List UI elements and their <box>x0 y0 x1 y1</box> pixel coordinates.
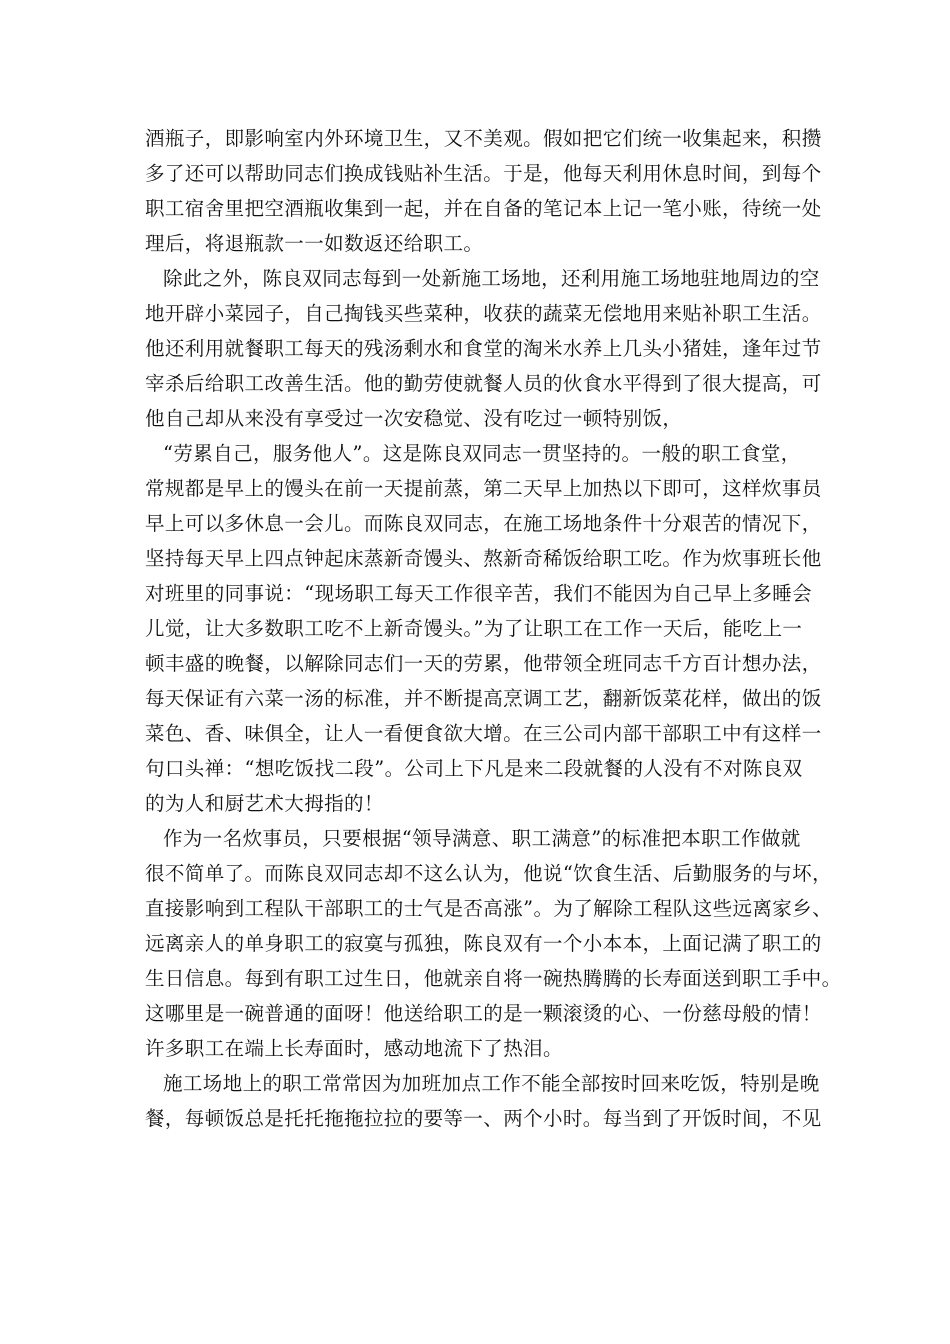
text-line: 作为一名炊事员，只要根据“领导满意、职工满意”的标准把本职工作做就 <box>163 827 801 850</box>
text-line: 宰杀后给职工改善生活。他的勤劳使就餐人员的伙食水平得到了很大提高，可 <box>145 372 822 395</box>
text-line: 多了还可以帮助同志们换成钱贴补生活。于是，他每天利用休息时间，到每个 <box>145 162 822 185</box>
text-line: 他还利用就餐职工每天的残汤剩水和食堂的淘米水养上几头小猪娃，逢年过节 <box>145 337 822 360</box>
text-line: 地开辟小菜园子，自己掏钱买些菜种，收获的蔬菜无偿地用来贴补职工生活。 <box>145 302 822 325</box>
text-line: 对班里的同事说：“现场职工每天工作很辛苦，我们不能因为自己早上多睡会 <box>145 582 813 605</box>
text-line: 坚持每天早上四点钟起床蒸新奇馒头、熬新奇稀饭给职工吃。作为炊事班长他 <box>145 547 822 570</box>
text-line: 直接影响到工程队干部职工的士气是否高涨”。为了解除工程队这些远离家乡、 <box>145 897 832 920</box>
text-line: 菜色、香、味俱全，让人一看便食欲大增。在三公司内部干部职工中有这样一 <box>145 722 822 745</box>
text-line: 早上可以多休息一会儿。而陈良双同志，在施工场地条件十分艰苦的情况下， <box>145 512 822 535</box>
text-line: 理后，将退瓶款一一如数返还给职工。 <box>145 232 484 255</box>
text-line: 远离亲人的单身职工的寂寞与孤独，陈良双有一个小本本，上面记满了职工的 <box>145 932 822 955</box>
text-line: 常规都是早上的馒头在前一天提前蒸，第二天早上加热以下即可，这样炊事员 <box>145 477 822 500</box>
text-line: 酒瓶子，即影响室内外环境卫生，又不美观。假如把它们统一收集起来，积攒 <box>145 127 822 150</box>
text-line: 他自己却从来没有享受过一次安稳觉、没有吃过一顿特别饭， <box>145 407 683 430</box>
text-line: 生日信息。每到有职工过生日，他就亲自将一碗热腾腾的长寿面送到职工手中。 <box>145 967 842 990</box>
text-line: 很不简单了。而陈良双同志却不这么认为，他说“饮食生活、后勤服务的与坏， <box>145 862 832 885</box>
text-line: 职工宿舍里把空酒瓶收集到一起，并在自备的笔记本上记一笔小账，待统一处 <box>145 197 822 220</box>
text-line: 句口头禅：“想吃饭找二段”。公司上下凡是来二段就餐的人没有不对陈良双 <box>145 757 803 780</box>
text-line: 这哪里是一碗普通的面呀！他送给职工的是一颗滚烫的心、一份慈母般的情！ <box>145 1002 822 1025</box>
text-line: 许多职工在端上长寿面时，感动地流下了热泪。 <box>145 1037 563 1060</box>
text-line: 顿丰盛的晚餐，以解除同志们一天的劳累，他带领全班同志千方百计想办法， <box>145 652 822 675</box>
text-line: 餐，每顿饭总是托托拖拖拉拉的要等一、两个小时。每当到了开饭时间，不见 <box>145 1107 822 1130</box>
text-line: “劳累自己，服务他人”。这是陈良双同志一贯坚持的。一般的职工食堂， <box>163 442 801 465</box>
text-line: 每天保证有六菜一汤的标准，并不断提高烹调工艺，翻新饭菜花样，做出的饭 <box>145 687 822 710</box>
document-body <box>145 121 842 1136</box>
text-line: 除此之外，陈良双同志每到一处新施工场地，还利用施工场地驻地周边的空 <box>163 267 820 290</box>
text-line: 施工场地上的职工常常因为加班加点工作不能全部按时回来吃饭，特别是晚 <box>163 1072 820 1095</box>
text-line: 的为人和厨艺术大拇指的！ <box>145 792 384 815</box>
text-line: 儿觉，让大多数职工吃不上新奇馒头。”为了让职工在工作一天后，能吃上一 <box>145 617 803 640</box>
